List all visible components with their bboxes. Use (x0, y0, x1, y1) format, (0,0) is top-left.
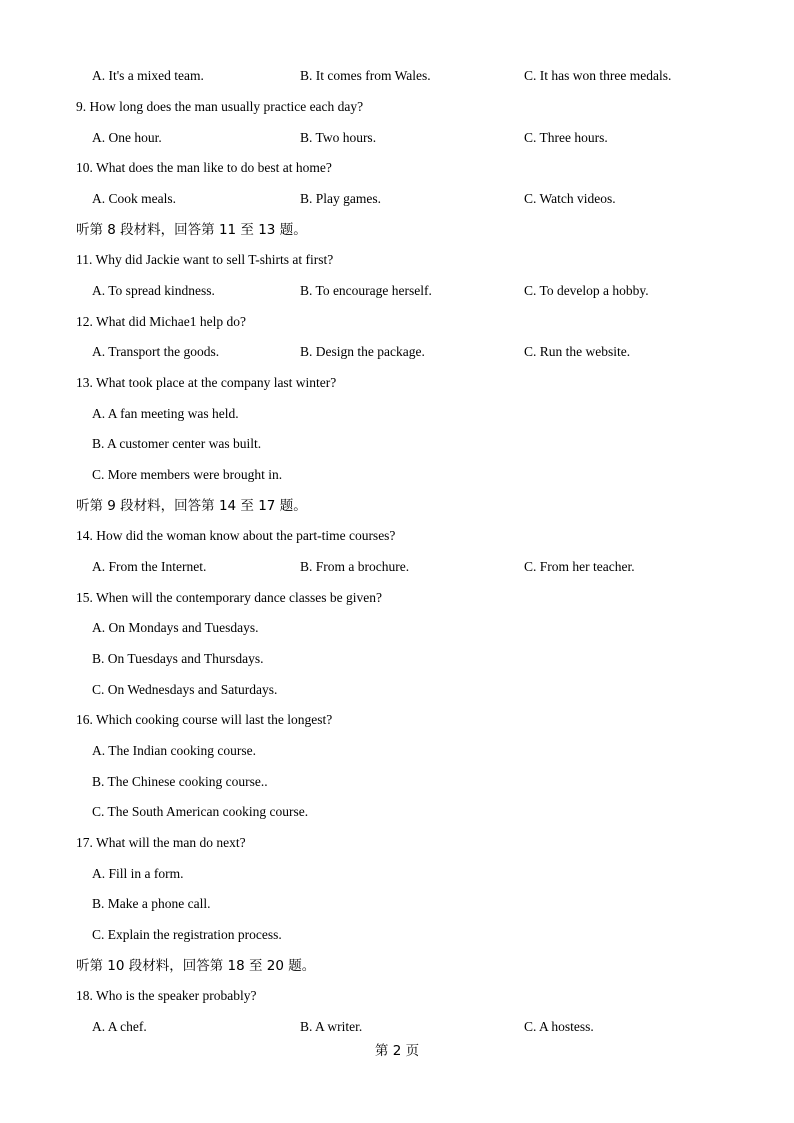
q17-option-c: C. Explain the registration process. (92, 927, 282, 942)
q11-option-b: B. To encourage herself. (300, 283, 432, 298)
q17-option-a: A. Fill in a form. (92, 866, 184, 881)
q16-option-b: B. The Chinese cooking course.. (92, 774, 268, 789)
q10-option-a: A. Cook meals. (92, 191, 176, 206)
q12-option-a: A. Transport the goods. (92, 344, 220, 359)
q9-option-c: C. Three hours. (524, 130, 608, 145)
q11-option-a: A. To spread kindness. (92, 283, 215, 298)
q12-option-b: B. Design the package. (300, 344, 425, 359)
q15-option-b: B. On Tuesdays and Thursdays. (92, 651, 264, 666)
q13-option-c: C. More members were brought in. (92, 467, 283, 482)
q8-option-c: C. It has won three medals. (524, 68, 672, 83)
q10-option-c: C. Watch videos. (524, 191, 616, 206)
q11-option-c: C. To develop a hobby. (524, 283, 649, 298)
question-12: 12. What did Michae1 help do? (76, 314, 246, 329)
q14-option-a: A. From the Internet. (92, 559, 207, 574)
q18-option-c: C. A hostess. (524, 1019, 594, 1034)
question-9: 9. How long does the man usually practice each day? (76, 99, 364, 114)
question-14: 14. How did the woman know about the part-time courses? (76, 528, 396, 543)
q16-option-c: C. The South American cooking course. (92, 804, 309, 819)
question-13: 13. What took place at the company last winter? (76, 375, 337, 390)
question-15: 15. When will the contemporary dance classes be given? (76, 590, 383, 605)
q8-option-a: A. It's a mixed team. (92, 68, 204, 83)
section-heading-9: 听第 9 段材料，回答第 14 至 17 题。 (76, 498, 307, 514)
q16-option-a: A. The Indian cooking course. (92, 743, 256, 758)
question-18: 18. Who is the speaker probably? (76, 988, 257, 1003)
q14-options-row (0, 557, 794, 577)
question-11: 11. Why did Jackie want to sell T-shirts at first? (76, 252, 334, 267)
page-number: 第 2 页 (374, 1043, 420, 1059)
q9-options-row (0, 128, 794, 148)
q13-option-a: A. A fan meeting was held. (92, 406, 239, 421)
q15-option-c: C. On Wednesdays and Saturdays. (92, 682, 278, 697)
q12-options-row (0, 342, 794, 362)
q13-option-b: B. A customer center was built. (92, 436, 262, 451)
q8-option-b: B. It comes from Wales. (300, 68, 431, 83)
q9-option-a: A. One hour. (92, 130, 162, 145)
q17-option-b: B. Make a phone call. (92, 896, 211, 911)
q18-option-b: B. A writer. (300, 1019, 363, 1034)
q10-options-row (0, 189, 794, 209)
q10-option-b: B. Play games. (300, 191, 381, 206)
q18-options-row (0, 1017, 794, 1037)
q11-options-row (0, 281, 794, 301)
q12-option-c: C. Run the website. (524, 344, 631, 359)
question-16: 16. Which cooking course will last the longest? (76, 712, 333, 727)
q14-option-c: C. From her teacher. (524, 559, 635, 574)
q15-option-a: A. On Mondays and Tuesdays. (92, 620, 259, 635)
question-17: 17. What will the man do next? (76, 835, 246, 850)
section-heading-10: 听第 10 段材料，回答第 18 至 20 题。 (76, 958, 316, 974)
q9-option-b: B. Two hours. (300, 130, 377, 145)
section-heading-8: 听第 8 段材料，回答第 11 至 13 题。 (76, 222, 307, 238)
q8-options-row (0, 66, 794, 86)
q14-option-b: B. From a brochure. (300, 559, 410, 574)
question-10: 10. What does the man like to do best at home? (76, 160, 332, 175)
q18-option-a: A. A chef. (92, 1019, 147, 1034)
